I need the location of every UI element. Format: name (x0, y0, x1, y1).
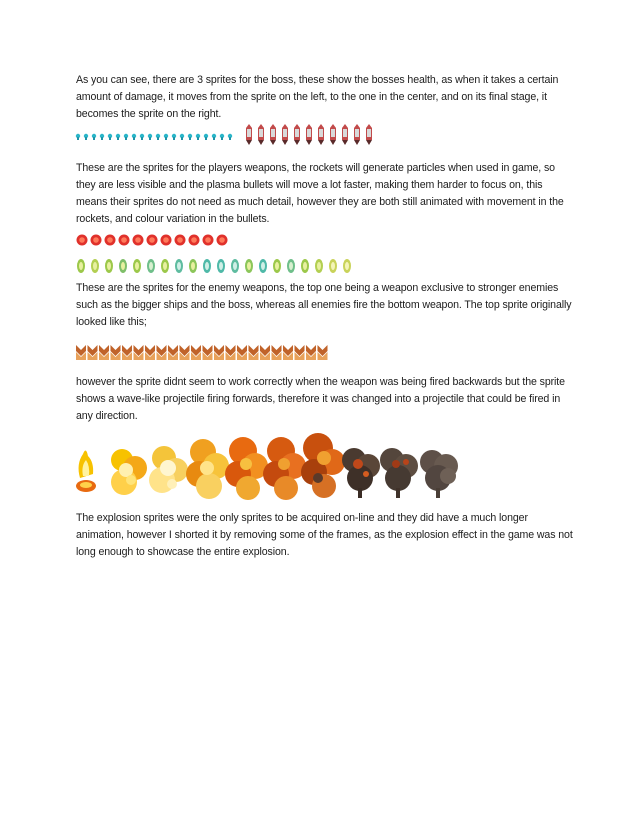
plasma-bullet-icon (212, 134, 216, 140)
wave-projectile-icon (88, 345, 98, 360)
plasma-bullet-icon (180, 134, 184, 140)
green-shot-icon (259, 259, 267, 273)
green-shot-icon (105, 259, 113, 273)
plasma-bullet-icon (188, 134, 192, 140)
green-shot-icon (315, 259, 323, 273)
green-shot-icon (119, 259, 127, 273)
explosion-icon (301, 433, 345, 498)
red-orb-icon (133, 235, 144, 246)
explosion-icon (263, 437, 306, 500)
plasma-bullet-icon (220, 134, 224, 140)
wave-projectile-icon (191, 345, 201, 360)
plasma-bullet-icon (76, 134, 80, 140)
green-shot-icon (189, 259, 197, 273)
rocket-sprites (246, 124, 372, 145)
red-orb-icon (203, 235, 214, 246)
rocket-icon (270, 124, 276, 145)
wave-projectile-icon (237, 345, 247, 360)
plasma-bullet-icon (100, 134, 104, 140)
green-shot-icon (329, 259, 337, 273)
red-orb-icon (147, 235, 158, 246)
plasma-bullet-icon (228, 134, 232, 140)
plasma-bullet-icon (140, 134, 144, 140)
red-orb-icon (119, 235, 130, 246)
green-shot-icon (273, 259, 281, 273)
green-shot-icon (245, 259, 253, 273)
rocket-icon (318, 124, 324, 145)
plasma-bullet-icon (156, 134, 160, 140)
red-orb-icon (189, 235, 200, 246)
plasma-bullet-sprites (76, 134, 232, 140)
plasma-bullet-icon (164, 134, 168, 140)
wave-projectile-icon (272, 345, 282, 360)
plasma-bullet-icon (116, 134, 120, 140)
wave-projectile-icon (122, 345, 132, 360)
red-orb-icon (105, 235, 116, 246)
rocket-icon (354, 124, 360, 145)
explosion-icon (420, 450, 458, 498)
green-shot-icon (343, 259, 351, 273)
green-shot-icon (91, 259, 99, 273)
plasma-bullet-icon (108, 134, 112, 140)
plasma-bullet-icon (148, 134, 152, 140)
wave-projectile-icon (283, 345, 293, 360)
enemy-shot-sprite-strip (76, 257, 376, 275)
red-orb-icon (91, 235, 102, 246)
explosion-icon (225, 437, 268, 500)
green-shot-icon (161, 259, 169, 273)
wave-projectile-sprite-strip (76, 344, 336, 362)
paragraph-wave-projectile: however the sprite didnt seem to work correctly when the weapon was being fired backwards but the sprite shows a wave-like projectile firing forwards, therefore it was changed into a projectile that could be fired in any direction. (76, 376, 565, 422)
explosion-icon (380, 448, 418, 498)
wave-projectile-icon (168, 345, 178, 360)
green-shot-icon (175, 259, 183, 273)
plasma-bullet-icon (196, 134, 200, 140)
wave-projectile-icon (249, 345, 259, 360)
wave-projectile-icon (226, 345, 236, 360)
explosion-icon (186, 439, 229, 499)
red-orb-icon (175, 235, 186, 246)
wave-projectile-icon (306, 345, 316, 360)
wave-projectile-icon (318, 345, 328, 360)
wave-projectile-icon (203, 345, 213, 360)
green-shot-icon (203, 259, 211, 273)
plasma-bullet-icon (92, 134, 96, 140)
green-shot-icon (287, 259, 295, 273)
green-shot-icon (77, 259, 85, 273)
green-shot-icon (231, 259, 239, 273)
wave-projectile-icon (157, 345, 167, 360)
plasma-bullet-icon (204, 134, 208, 140)
boss-sprite-strip (76, 122, 376, 146)
plasma-bullet-icon (84, 134, 88, 140)
paragraph-enemy-weapons: These are the sprites for the enemy weapons, the top one being a weapon exclusive to stronger enemies such as the bigger ships and the boss, whereas all enemies fire the bottom weapon. The top sprite originally looked like this; (76, 282, 572, 328)
green-shot-icon (133, 259, 141, 273)
green-shot-icon (147, 259, 155, 273)
rocket-icon (330, 124, 336, 145)
rocket-icon (258, 124, 264, 145)
wave-projectile-icon (145, 345, 155, 360)
rocket-icon (306, 124, 312, 145)
explosion-icon (111, 449, 147, 495)
plasma-bullet-icon (172, 134, 176, 140)
wave-projectile-icon (134, 345, 144, 360)
explosion-icon (76, 450, 96, 492)
red-orb-icon (77, 235, 88, 246)
rocket-icon (342, 124, 348, 145)
wave-projectile-icon (99, 345, 109, 360)
paragraph-explosion-sprites: The explosion sprites were the only sprites to be acquired on-line and they did have a much longer animation, however I shorted it by removing some of the frames, as the explosion effect in the game was not long enough to showcase the entire explosion. (76, 512, 573, 558)
rocket-icon (246, 124, 252, 145)
wave-projectile-icon (76, 345, 86, 360)
rocket-icon (366, 124, 372, 145)
paragraph-player-weapons: These are the sprites for the players weapons, the rockets will generate particles when used in game, so they are less visible and the plasma bullets will move a lot faster, making them harder to focus on, this means their sprites do not need as much detail, however they are both still animated with movement in the rockets, and colour variation in the bullets. (76, 162, 564, 225)
rocket-icon (294, 124, 300, 145)
wave-projectile-icon (214, 345, 224, 360)
plasma-bullet-icon (132, 134, 136, 140)
explosion-icon (342, 448, 380, 498)
explosion-icon (149, 446, 188, 493)
plasma-bullet-icon (124, 134, 128, 140)
green-shot-icon (217, 259, 225, 273)
wave-projectile-icon (180, 345, 190, 360)
explosion-sprite-strip (76, 432, 476, 504)
enemy-orb-sprite-strip (76, 232, 236, 248)
wave-projectile-icon (295, 345, 305, 360)
wave-projectile-icon (111, 345, 121, 360)
paragraph-boss-sprites: As you can see, there are 3 sprites for the boss, these show the bosses health, as when it takes a certain amount of damage, it moves from the sprite on the left, to the one in the center, and on its final stage, it becomes the sprite on the right. (76, 74, 559, 120)
wave-projectile-icon (260, 345, 270, 360)
red-orb-icon (161, 235, 172, 246)
rocket-icon (282, 124, 288, 145)
green-shot-icon (301, 259, 309, 273)
red-orb-icon (217, 235, 228, 246)
